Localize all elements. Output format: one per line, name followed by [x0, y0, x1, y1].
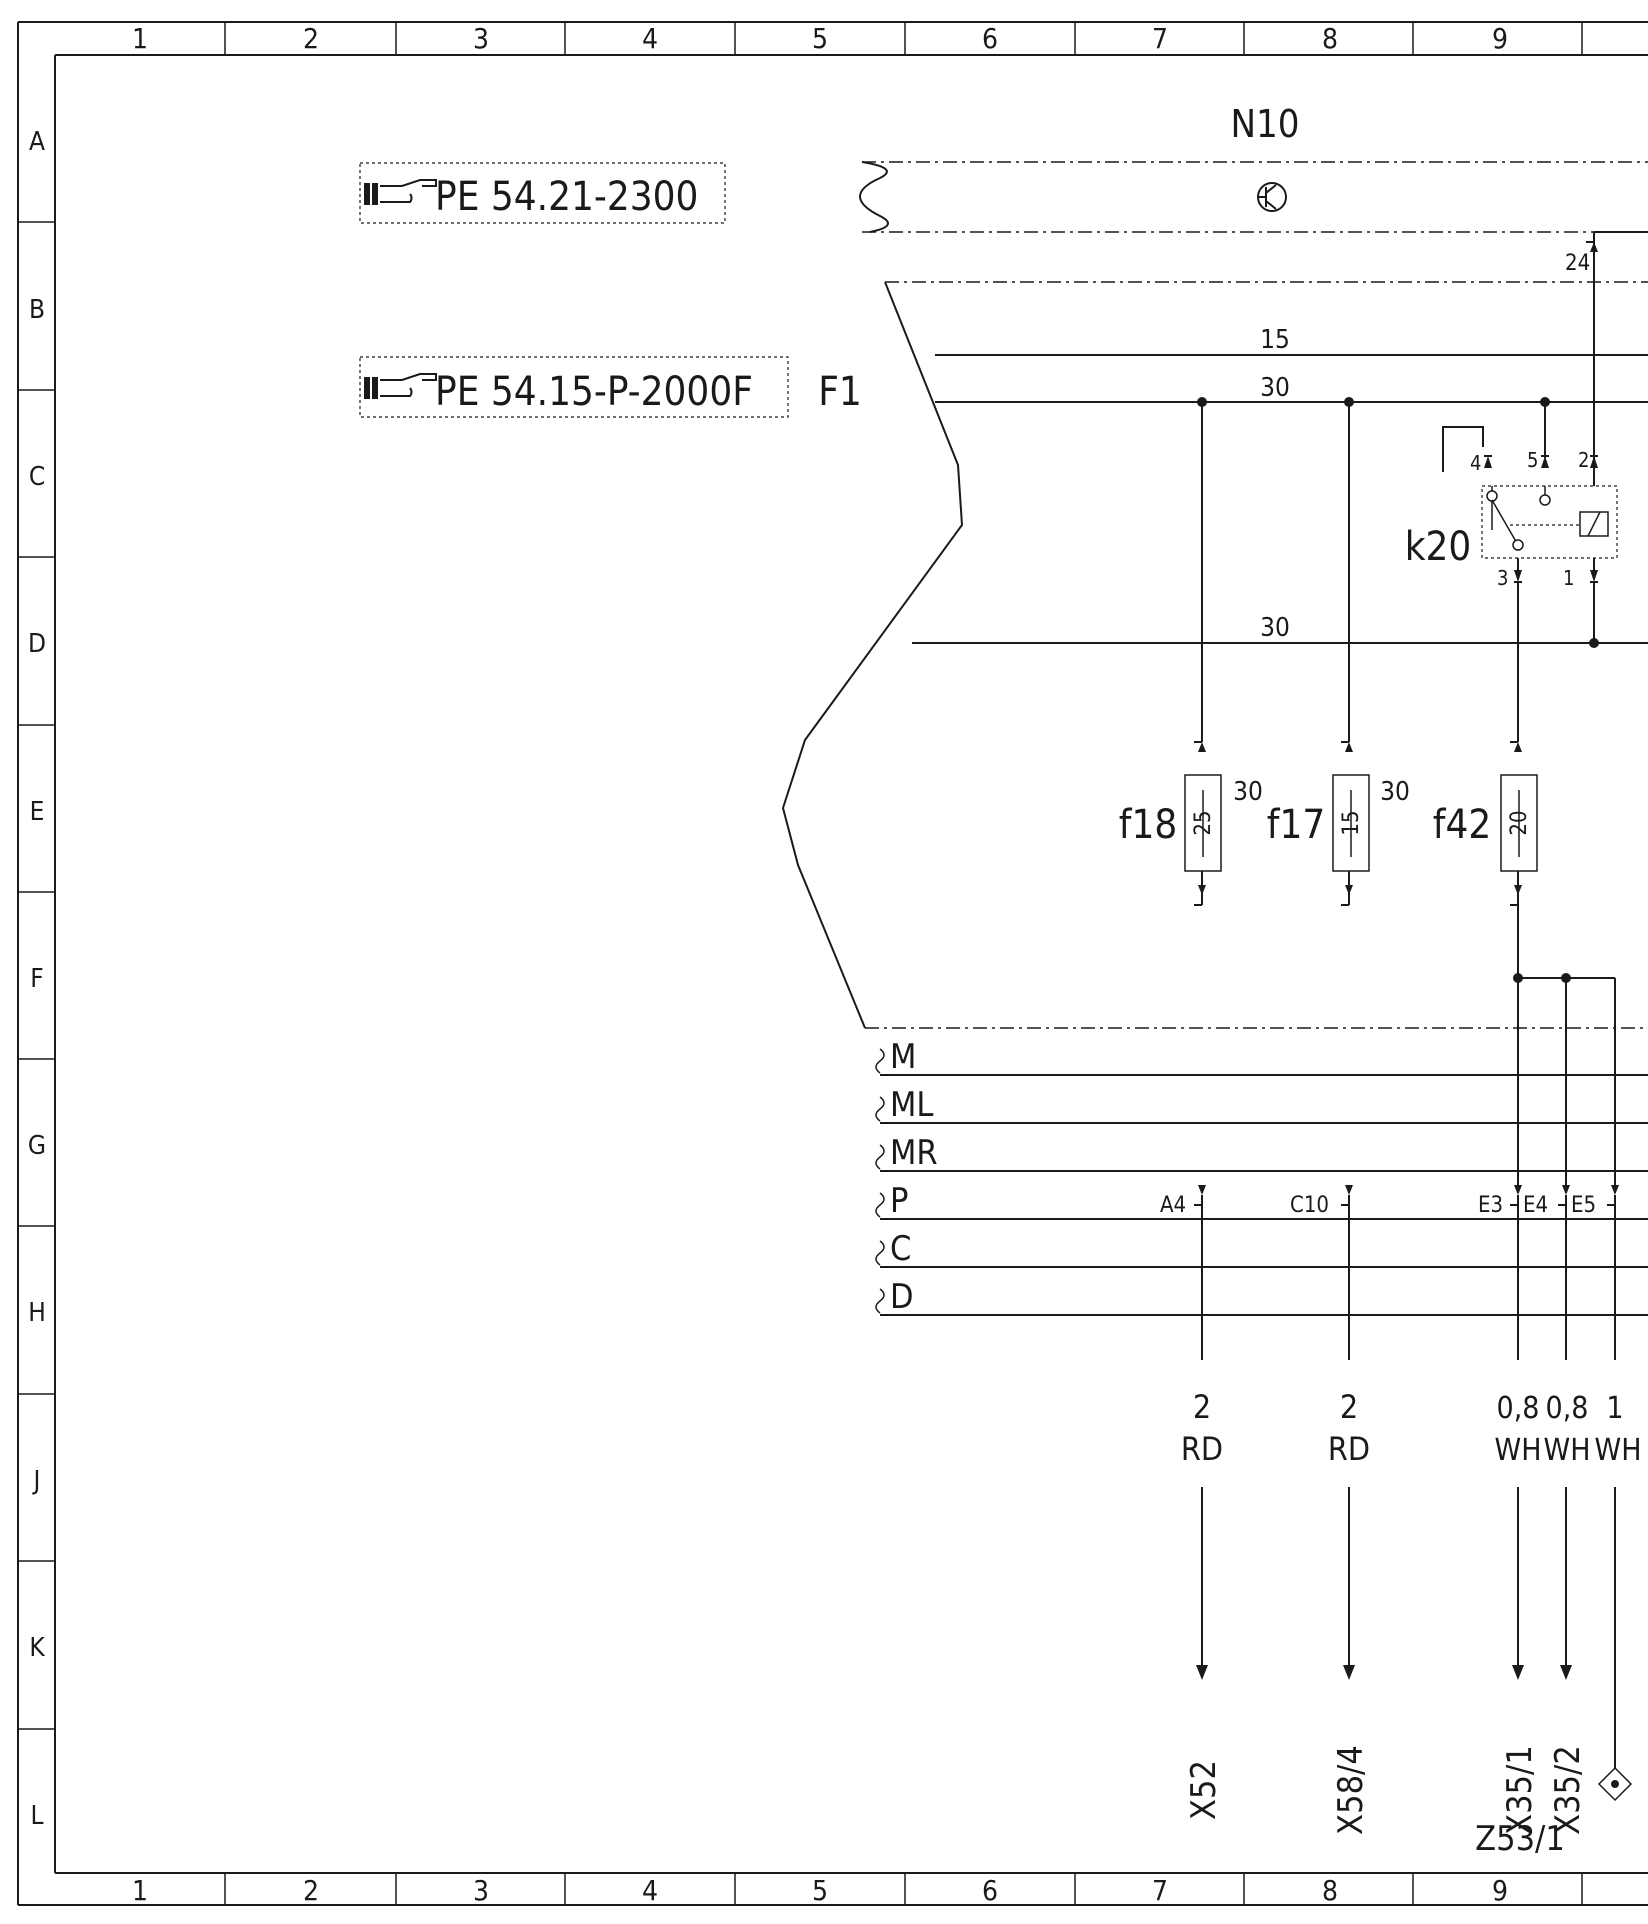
- bus-pin-label: A4: [1160, 1193, 1187, 1218]
- fusebox-name: F1: [818, 369, 862, 415]
- relay-k20: [1443, 402, 1617, 643]
- wire-x35-1[interactable]: [1495, 1205, 1542, 1835]
- fuse-terminal: 30: [1380, 777, 1410, 807]
- row-label: E: [29, 797, 45, 827]
- col-label: 8: [1321, 22, 1339, 55]
- col-label: 6: [981, 22, 999, 55]
- col-label: 9: [1491, 1874, 1509, 1907]
- module-n10-outline: [860, 162, 1648, 232]
- bus-pin-label: C10: [1290, 1193, 1330, 1218]
- terminal-label: 15: [1260, 325, 1290, 355]
- bus-label: M: [890, 1037, 917, 1077]
- row-label: C: [28, 462, 46, 492]
- row-label: F: [30, 964, 44, 994]
- bus-label: P: [890, 1181, 909, 1221]
- row-label: J: [33, 1466, 41, 1496]
- wire-gauge: 2: [1339, 1388, 1359, 1426]
- col-label: 8: [1321, 1874, 1339, 1907]
- bus-pin-label: E3: [1478, 1193, 1504, 1218]
- bus-label: C: [890, 1229, 912, 1269]
- pin-label: 3: [1497, 566, 1509, 590]
- module-name: N10: [1230, 102, 1300, 146]
- col-label: 6: [981, 1874, 999, 1907]
- pointing-hand-icon: [364, 180, 436, 205]
- col-label: 3: [472, 1874, 490, 1907]
- column-labels-top: [132, 22, 1508, 55]
- pin-label: 4: [1470, 451, 1482, 475]
- col-label: 2: [302, 1874, 320, 1907]
- pin-label: 5: [1527, 448, 1539, 472]
- row-label: B: [28, 295, 46, 325]
- col-label: 5: [811, 1874, 829, 1907]
- col-label: 1: [131, 22, 149, 55]
- reference-label: PE 54.21-2300: [435, 174, 699, 220]
- pin-label: 1: [1563, 566, 1575, 590]
- reference-box-1[interactable]: [360, 163, 725, 223]
- bus-labels: [890, 1037, 938, 1317]
- reference-box-2[interactable]: [360, 357, 788, 417]
- row-labels: [28, 127, 46, 1831]
- sheet-frame: [18, 22, 1648, 1905]
- wire-color: WH: [1594, 1433, 1642, 1468]
- col-label: 3: [472, 22, 490, 55]
- row-label: A: [29, 127, 45, 157]
- bus-label: MR: [890, 1133, 938, 1173]
- col-label: 7: [1151, 22, 1169, 55]
- bus-pin-labels: [1160, 1193, 1596, 1218]
- f42-branch: [1513, 905, 1615, 1185]
- wire-gauge: 1: [1606, 1391, 1624, 1426]
- fuse-rating: 15: [1339, 810, 1364, 836]
- col-label: 4: [641, 22, 659, 55]
- wire-x52[interactable]: [1181, 1205, 1224, 1820]
- wire-destination: X52: [1184, 1760, 1224, 1820]
- fuse-name: f18: [1118, 802, 1178, 848]
- row-label: G: [27, 1131, 47, 1161]
- transistor-icon: [1258, 183, 1286, 211]
- bus-tilde-icons: [876, 1049, 884, 1313]
- col-label: 5: [811, 22, 829, 55]
- bus-label: D: [890, 1277, 914, 1317]
- pin-label: 2: [1578, 448, 1590, 472]
- reference-label: PE 54.15-P-2000F: [435, 369, 753, 415]
- ground-diamond-icon: [1599, 1768, 1631, 1800]
- wire-x35-2[interactable]: [1544, 1205, 1591, 1835]
- pin-label: 24: [1565, 251, 1591, 276]
- fuse-f18[interactable]: [1119, 402, 1263, 905]
- fuse-terminal: 30: [1233, 777, 1263, 807]
- row-label: D: [27, 629, 47, 659]
- wire-color: WH: [1494, 1433, 1542, 1468]
- terminal-label: 30: [1260, 373, 1290, 403]
- column-dividers: [225, 22, 1582, 1905]
- wire-color: RD: [1180, 1430, 1224, 1468]
- row-label: L: [30, 1801, 44, 1831]
- wire-destination: X58/4: [1331, 1745, 1371, 1835]
- pointing-hand-icon: [364, 374, 436, 399]
- fuse-f17[interactable]: [1267, 402, 1410, 905]
- wire-destination: X35/2: [1548, 1745, 1588, 1835]
- column-labels-bottom: [132, 1874, 1508, 1907]
- fuse-f42[interactable]: [1433, 582, 1537, 905]
- wire-color: RD: [1327, 1430, 1371, 1468]
- relay-name: k20: [1404, 524, 1472, 570]
- fuse-name: f42: [1432, 802, 1492, 848]
- col-label: 9: [1491, 22, 1509, 55]
- col-label: 4: [641, 1874, 659, 1907]
- row-label: K: [29, 1633, 45, 1663]
- bus-pin-label: E4: [1523, 1193, 1549, 1218]
- bus-label: ML: [890, 1085, 934, 1125]
- wire-gauge: 0,8: [1496, 1391, 1540, 1426]
- ground-point-label: Z53/1: [1475, 1819, 1565, 1859]
- col-label: 7: [1151, 1874, 1169, 1907]
- wire-x58-4[interactable]: [1328, 1205, 1371, 1835]
- bus-pins: [1194, 1185, 1619, 1205]
- wire-gauge: 2: [1192, 1388, 1212, 1426]
- pin-24-link: [1565, 232, 1648, 458]
- col-label: 2: [302, 22, 320, 55]
- fuse-name: f17: [1266, 802, 1326, 848]
- fuse-rating: 20: [1507, 810, 1532, 836]
- wire-color: WH: [1543, 1433, 1591, 1468]
- wire-destination: X35/1: [1500, 1745, 1540, 1835]
- terminal-label: 30: [1260, 613, 1290, 643]
- bus-pin-label: E5: [1571, 1193, 1597, 1218]
- wire-gauge: 0,8: [1545, 1391, 1589, 1426]
- col-label: 1: [131, 1874, 149, 1907]
- row-label: H: [28, 1298, 46, 1328]
- fuse-rating: 25: [1191, 810, 1216, 836]
